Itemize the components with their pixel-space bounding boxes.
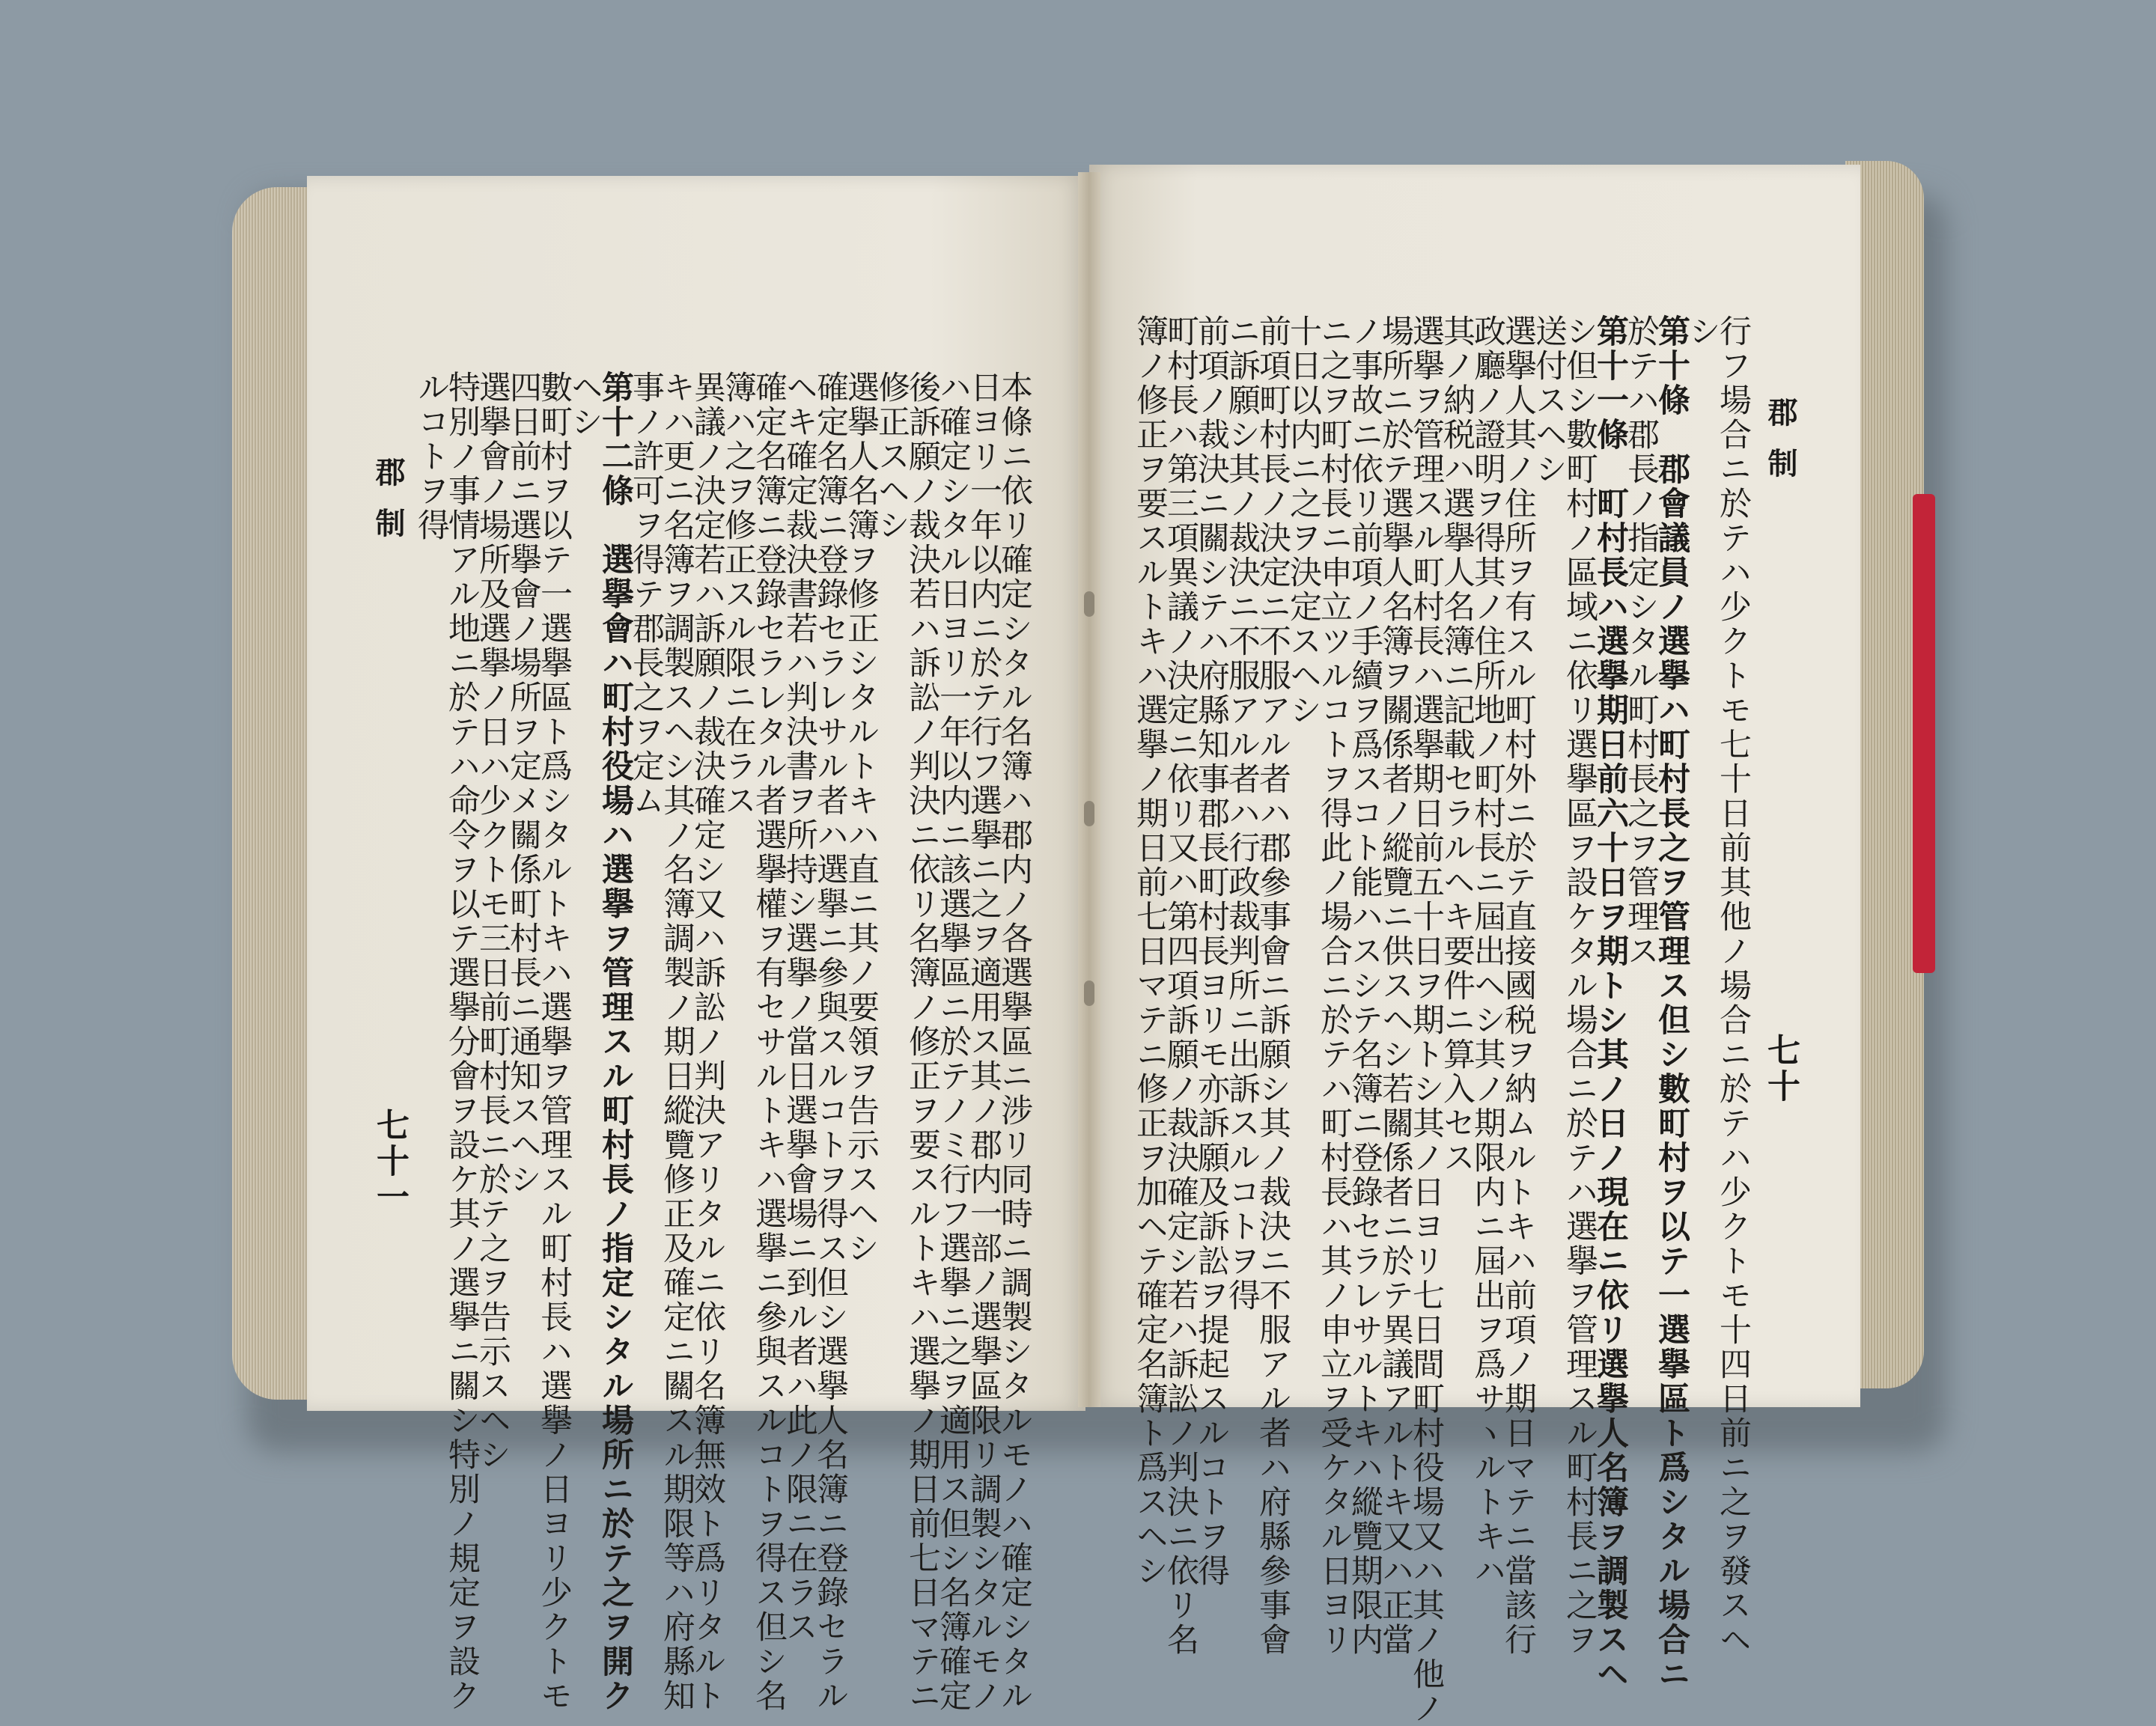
text-column: 政廳ノ證明ヲ得其ノ住所地ノ町村長ニ屆出ヘシ其ノ期限内ニ屆出ヲ爲サヽルトキハ <box>1469 314 1506 1588</box>
text-column: 選擧人其ノ住所ヲ有スル町村外ニ於テ直接國税ヲ納ムルトキハ前項ノ期日マテニ當該行 <box>1499 314 1537 1657</box>
left-page-text <box>404 370 1033 1713</box>
left-page-header: 郡制 <box>371 457 406 558</box>
text-column: 簿ノ修正ヲ要スルトキハ選擧ノ期日前七日マテニ修正ヲ加ヘテ確定名簿ト爲スヘシ <box>1131 314 1169 1588</box>
text-column: 選擧ヲ管理スル町村長ハ選擧期日前五十日ヲ期トシ其ノ日ヨリ七日間町村役場又ハ其ノ他ノ <box>1407 314 1445 1726</box>
right-page-text <box>1123 314 1827 1726</box>
text-column: 簿ハ之ヲ修正スル限ニ在ラス <box>719 370 757 818</box>
text-column: 場所ニ於テ選擧人名簿ヲ關係者ノ縱覽ニ供スヘシ若關係者ニ於テ異議アルトキ又ハ正當 <box>1377 314 1414 1657</box>
text-column: 第十一條 町村長ハ選擧期日前六十日ヲ期トシ其ノ日ノ現在ニ依リ選擧人名簿ヲ調製スヘ <box>1592 314 1629 1692</box>
text-column: 特別ノ事情アル地ニ於テハ命令ヲ以テ選擧分會ヲ設ケ其ノ選擧ニ關シ特別ノ規定ヲ設ク <box>443 370 481 1713</box>
right-page-header: 郡制 <box>1763 397 1798 498</box>
book-gutter <box>1078 172 1100 1407</box>
text-column: 前項ノ裁決ニ關シテハ府縣知事郡長町村長ヨリモ亦訴願及訴訟ヲ提起スルコトヲ得 <box>1193 314 1230 1588</box>
text-column: 確定名簿ニ登錄セラレタル者選擧權ヲ有セサルトキハ選擧ニ參與スルコトヲ得ス但シ名 <box>750 370 788 1713</box>
text-column: シ但シ數町村ノ區域ニ依リ選擧區ヲ設ケタル場合ニ於テハ選擧ヲ管理スル町村長ニ之ヲ <box>1561 314 1598 1657</box>
text-column: 異議ノ決定若ハ訴願ノ裁決確定シ又ハ訴訟ノ判決アリタルニ依リ名簿無效ト爲リタルト <box>689 370 726 1713</box>
text-column: 於テハ郡長ノ指定シタル町村長之ヲ管理ス <box>1622 314 1660 969</box>
text-column: 選擧會ノ場所及選擧ノ日ハ少クトモ三日前町村長ニ於テ之ヲ告示スヘシ <box>474 370 511 1472</box>
text-column: ニ訴願シ其ノ裁決ニ不服アル者ハ行政裁判所ニ出訴スルコトヲ得 <box>1223 314 1261 1313</box>
text-column: 四日前ニ選擧會ノ場所ヲ定メ關係町村長ニ通知スヘシ <box>505 370 542 1197</box>
text-column: ルコトヲ得 <box>412 370 450 543</box>
text-column: 修正スヘシ <box>873 370 910 543</box>
text-column: ヘシ <box>566 370 603 439</box>
binding-hole <box>1084 801 1094 826</box>
text-column: 町村長ハ第三項異議ノ決定ニ依リ又ハ第四項訴願ノ裁決確定シ若ハ訴訟ノ判決ニ依リ名 <box>1162 314 1199 1657</box>
text-column: 十日以内ニ之ヲ決定スヘシ <box>1285 314 1322 728</box>
text-column: 前項町村長ノ決定ニ不服アル者ハ郡參事會ニ訴願シ其ノ裁決ニ不服アル者ハ府縣參事會 <box>1254 314 1291 1657</box>
text-column: 事ノ許可ヲ得テ郡長之ヲ定ム <box>627 370 665 818</box>
right-page-number: 七十 <box>1761 1033 1800 1105</box>
page-edges-left <box>232 187 314 1400</box>
binding-hole <box>1084 981 1094 1006</box>
text-column: 其ノ納税ハ選擧人名簿ニ記載セラルヘキ要件ニ算入セス <box>1438 314 1476 1175</box>
text-column: ヘキ確定裁決書若ハ判決書ヲ所持シ選擧ノ當日選擧會場ニ到ル者ハ此ノ限ニ在ラス <box>781 370 818 1644</box>
text-column: 第十條 郡會議員ノ選擧ハ町村長之ヲ管理ス但シ數町村ヲ以テ一選擧區ト爲シタル場合ニ <box>1653 314 1690 1692</box>
left-page-number: 七十一 <box>371 1108 409 1216</box>
text-column: 第十二條 選擧會ハ町村役場ハ選擧ヲ管理スル町村長ノ指定シタル場所ニ於テ之ヲ開ク <box>597 370 634 1713</box>
text-column: ノ事故ニ依リ前項ノ手續ヲ爲スコト能ハスシテ名簿ニ登錄セラレサルトキハ縱覽期限内 <box>1346 314 1383 1657</box>
text-column: 行フ場合ニ於テハ少クトモ七十日前其他ノ場合ニ於テハ少クトモ十四日前ニ之ヲ發スヘ <box>1714 314 1752 1657</box>
binding-hole <box>1084 591 1094 617</box>
text-column: 後訴願ノ裁決若ハ訴訟ノ判決ニ依リ名簿ノ修正ヲ要スルトキハ選擧ノ期日前七日マテニ <box>904 370 941 1713</box>
text-column: 本條ニ依リ確定シタル名簿ハ郡内ノ各選擧區ニ涉リ同時ニ調製シタルモノハ確定シタル <box>996 370 1033 1713</box>
text-column: ニ之ヲ町村長ニ申立ツルコトヲ得此ノ場合ニ於テハ町村長ハ其ノ申立ヲ受ケタル日ヨリ <box>1315 314 1353 1657</box>
text-column: 確定名簿ニ登錄セラレサル者ハ選擧ニ參與スルコトヲ得ス但シ選擧人名簿ニ登錄セラル <box>811 370 849 1713</box>
text-column: ハ確定シタル日ヨリ一年以内ニ該選擧區ニ於テノミ行フ選擧ニ之ヲ適用ス但シ名簿確定 <box>934 370 972 1713</box>
bookmark-ribbon <box>1913 494 1935 973</box>
text-column: 數町村ヲ以テ一選擧區ト爲シタルトキハ選擧ヲ管理スル町村長ハ選擧ノ日ヨリ少クトモ <box>535 370 573 1713</box>
text-column: 選擧人名簿ヲ修正シタルトキハ直ニ其ノ要領ヲ告示スヘシ <box>842 370 880 1266</box>
text-column: キハ更ニ名簿ヲ調製スヘシ其ノ名簿調製ノ期日縱覽修正及確定ニ關スル期限等ハ府縣知 <box>658 370 695 1713</box>
text-column: 送付スヘシ <box>1530 314 1568 487</box>
text-column: シ <box>1684 314 1721 349</box>
text-column: 日ヨリ一年以内ニ於テ行フ選擧ニ之ヲ適用ス其ノ郡内一部ノ選擧區限リ調製シタルモノ <box>965 370 1002 1713</box>
